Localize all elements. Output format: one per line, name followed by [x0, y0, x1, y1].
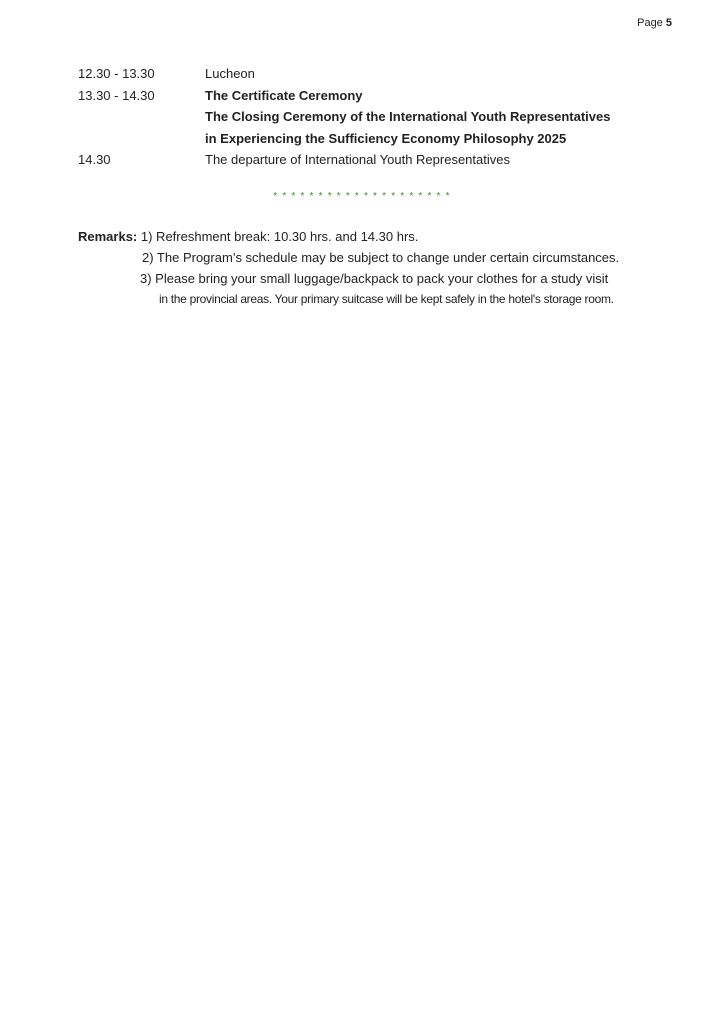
- schedule-time: 13.30 - 14.30: [78, 87, 155, 103]
- schedule-row: [78, 85, 678, 107]
- page-number-label: Page: [637, 17, 663, 29]
- schedule-event: The Certificate Ceremony: [205, 87, 363, 103]
- remarks-line-1: [78, 226, 698, 247]
- schedule-event: The departure of International Youth Representatives: [205, 152, 510, 167]
- schedule-time: [78, 128, 205, 150]
- schedule-event: Lucheon: [205, 66, 255, 81]
- schedule-time: 14.30: [78, 152, 111, 167]
- remarks-label: Remarks:: [78, 229, 138, 244]
- page-number: [637, 17, 672, 29]
- remark-item-1: 1) Refreshment break: 10.30 hrs. and 14.30 hrs.: [140, 229, 419, 244]
- schedule-event: The Closing Ceremony of the International Youth Representatives: [205, 109, 611, 124]
- section-separator: * * * * * * * * * * * * * * * * * * * *: [273, 191, 451, 202]
- schedule-row: [78, 128, 678, 150]
- remark-item-2: 2) The Program’s schedule may be subject to change under certain circumstances.: [142, 250, 620, 265]
- schedule-row: [78, 149, 678, 171]
- schedule-time: [78, 106, 205, 128]
- remark-item-3-continued: in the provincial areas. Your primary suitcase will be kept safely in the hotel's storage room.: [159, 292, 614, 306]
- schedule-table: [78, 63, 678, 171]
- remarks-section: [78, 226, 698, 310]
- schedule-row: [78, 106, 678, 128]
- schedule-event: in Experiencing the Sufficiency Economy Philosophy 2025: [205, 130, 567, 146]
- schedule-time: 12.30 - 13.30: [78, 66, 155, 81]
- page-number-value: 5: [665, 17, 672, 29]
- schedule-row: [78, 63, 678, 85]
- remark-item-3: 3) Please bring your small luggage/backpack to pack your clothes for a study visit: [140, 271, 609, 286]
